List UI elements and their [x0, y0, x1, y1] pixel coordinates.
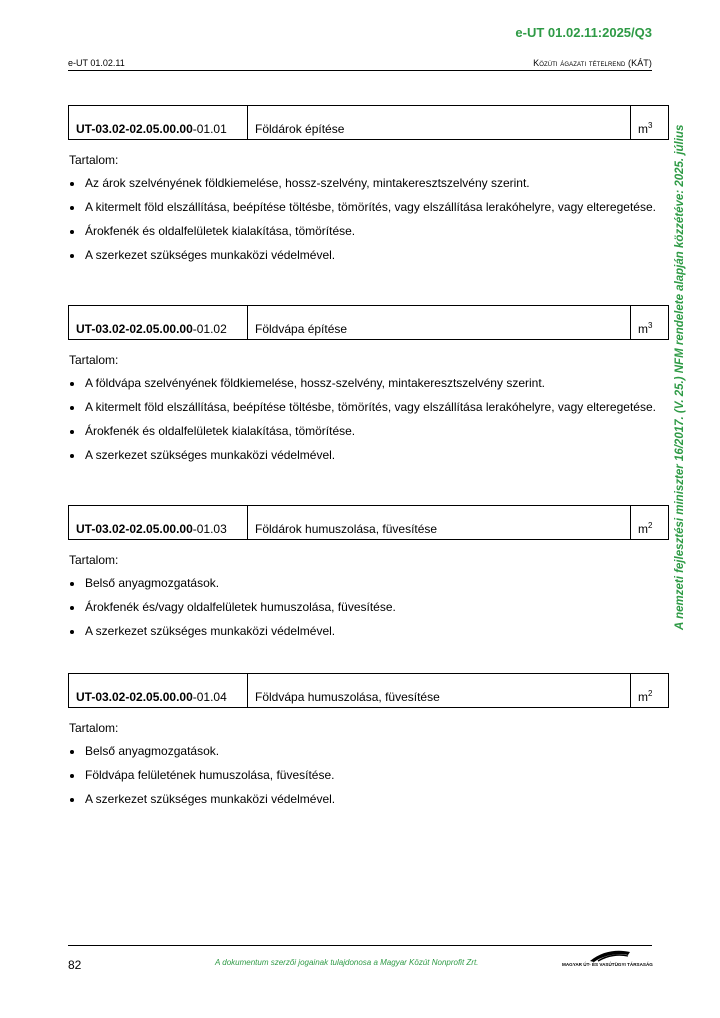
- content-label: Tartalom:: [69, 553, 119, 567]
- content-list: [68, 176, 669, 263]
- footer-divider: [68, 945, 652, 946]
- item-title: Földárok építése: [248, 106, 631, 140]
- item-unit: $m^2$: [631, 506, 669, 540]
- list-item: A földvápa szelvényének földkiemelése, hossz-szelvény, mintakeresztszelvény szerint.: [68, 376, 669, 391]
- item-unit: $m^3$: [631, 106, 669, 140]
- header-left: e-UT 01.02.11: [68, 58, 125, 68]
- item-code: UT-03.02-02.05.00.00-01.01: [69, 106, 248, 140]
- list-item: A szerkezet szükséges munkaközi védelmével.: [68, 792, 669, 807]
- header-right: Közúti ágazati tételrend (KÁT): [533, 58, 652, 68]
- item-unit: $m^2$: [631, 674, 669, 708]
- list-item: Árokfenék és oldalfelületek kialakítása, tömörítése.: [68, 424, 669, 439]
- list-item: Belső anyagmozgatások.: [68, 576, 669, 591]
- item-title: Földvápa humuszolása, füvesítése: [248, 674, 631, 708]
- road-swoosh-icon: [562, 947, 657, 963]
- list-item: Belső anyagmozgatások.: [68, 744, 669, 759]
- list-item: Árokfenék és oldalfelületek kialakítása, tömörítése.: [68, 224, 669, 239]
- list-item: A kitermelt föld elszállítása, beépítése töltésbe, tömörítés, vagy elszállítása lerakóhelyre, vagy elteregetése.: [68, 200, 669, 215]
- list-item: A kitermelt föld elszállítása, beépítése töltésbe, tömörítés, vagy elszállítása lerakóhelyre, vagy elteregetése.: [68, 400, 669, 415]
- list-item: Az árok szelvényének földkiemelése, hossz-szelvény, mintakeresztszelvény szerint.: [68, 176, 669, 191]
- document-code: e-UT 01.02.11:2025/Q3: [515, 25, 652, 40]
- logo-lettering: MAGYAR ÚT- ÉS VASÚTÜGYI TÁRSASÁG: [562, 962, 653, 967]
- content-label: Tartalom:: [69, 721, 119, 735]
- item-unit: $m^3$: [631, 306, 669, 340]
- content-label: Tartalom:: [69, 353, 119, 367]
- copyright-notice: A dokumentum szerzői jogainak tulajdonosa a Magyar Közút Nonprofit Zrt.: [215, 958, 479, 967]
- item-code-table: [68, 105, 669, 140]
- item-code-table: [68, 673, 669, 708]
- list-item: Földvápa felületének humuszolása, füvesítése.: [68, 768, 669, 783]
- list-item: Árokfenék és/vagy oldalfelületek humuszolása, füvesítése.: [68, 600, 669, 615]
- item-block: [68, 505, 669, 648]
- item-block: [68, 673, 669, 816]
- list-item: A szerkezet szükséges munkaközi védelmével.: [68, 248, 669, 263]
- item-code-table: [68, 305, 669, 340]
- header-divider: [68, 70, 652, 71]
- company-logo: [562, 947, 657, 973]
- item-code-table: [68, 505, 669, 540]
- item-block: [68, 105, 669, 272]
- content-label: Tartalom:: [69, 153, 119, 167]
- list-item: A szerkezet szükséges munkaközi védelmével.: [68, 448, 669, 463]
- item-title: Földvápa építése: [248, 306, 631, 340]
- item-code: UT-03.02-02.05.00.00-01.04: [69, 674, 248, 708]
- item-code: UT-03.02-02.05.00.00-01.03: [69, 506, 248, 540]
- list-item: A szerkezet szükséges munkaközi védelmével.: [68, 624, 669, 639]
- item-code: UT-03.02-02.05.00.00-01.02: [69, 306, 248, 340]
- item-block: [68, 305, 669, 472]
- side-publication-note: A nemzeti fejlesztési miniszter 16/2017. (V. 25.) NFM rendelete alapján közzétéve: 2025. július: [674, 124, 686, 630]
- content-list: [68, 376, 669, 463]
- content-list: [68, 576, 669, 639]
- page-number: 82: [68, 958, 82, 972]
- content-list: [68, 744, 669, 807]
- item-title: Földárok humuszolása, füvesítése: [248, 506, 631, 540]
